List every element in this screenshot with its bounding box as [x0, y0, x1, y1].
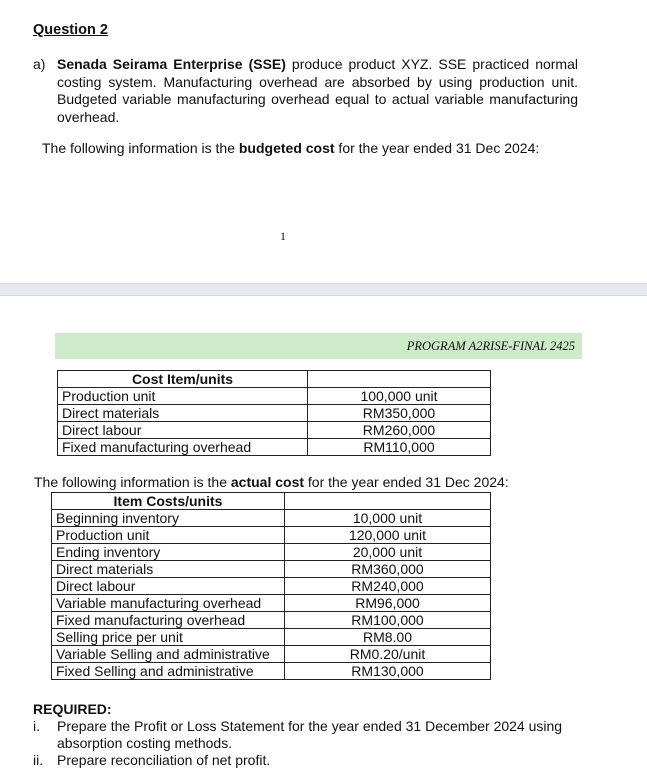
actual-intro-after: for the year ended 31 Dec 2024:	[304, 474, 509, 490]
table-cell-value: RM350,000	[308, 405, 491, 422]
required-item-number: i.	[33, 718, 40, 734]
table-row	[52, 663, 491, 680]
page-number: 1	[280, 229, 286, 243]
actual-table	[51, 492, 491, 680]
table-cell-value: RM8.00	[285, 629, 491, 646]
table-row	[52, 544, 491, 561]
budget-table-header: Cost Item/units	[58, 371, 308, 388]
table-cell-item: Fixed manufacturing overhead	[58, 439, 308, 456]
table-cell-item: Direct materials	[58, 405, 308, 422]
budget-table-header-blank	[308, 371, 491, 388]
program-banner	[55, 333, 582, 359]
table-cell-item: Selling price per unit	[52, 629, 285, 646]
table-cell-item: Direct labour	[58, 422, 308, 439]
actual-intro-before: The following information is the	[34, 474, 231, 490]
part-a-paragraph	[33, 56, 578, 126]
table-row	[52, 595, 491, 612]
actual-intro-bold: actual cost	[230, 474, 305, 490]
table-cell-value: RM110,000	[308, 439, 491, 456]
table-cell-value: RM0.20/unit	[285, 646, 491, 663]
question-heading: Question 2	[33, 22, 108, 38]
table-cell-value: RM100,000	[285, 612, 491, 629]
table-cell-value: RM96,000	[285, 595, 491, 612]
table-row	[52, 510, 491, 527]
table-cell-value: RM240,000	[285, 578, 491, 595]
part-a-label: a)	[33, 56, 46, 72]
part-a-body: produce product XYZ. SSE practiced normal costing system. Manufacturing overhead are absorbed by using production unit. Budgeted variable manufacturing overhead equal to actual variable manufacturing overhead.	[57, 56, 578, 125]
table-row	[52, 612, 491, 629]
company-name: Senada Seirama Enterprise (SSE)	[57, 56, 286, 72]
table-cell-value: RM130,000	[285, 663, 491, 680]
budget-intro-after: for the year ended 31 Dec 2024:	[334, 140, 540, 156]
budget-intro-before: The following information is the	[42, 140, 239, 156]
table-cell-value: 100,000 unit	[308, 388, 491, 405]
budget-intro-bold: budgeted cost	[238, 140, 335, 156]
table-row	[58, 405, 491, 422]
table-cell-item: Direct materials	[52, 561, 285, 578]
actual-intro	[34, 474, 509, 490]
required-item-text: Prepare the Profit or Loss Statement for the year ended 31 December 2024 using absorption costing methods.	[57, 718, 563, 751]
required-item	[33, 752, 578, 769]
table-row	[58, 439, 491, 456]
budget-table	[57, 370, 491, 456]
table-cell-value: 10,000 unit	[285, 510, 491, 527]
table-row	[52, 561, 491, 578]
required-list	[33, 718, 578, 769]
table-cell-value: RM360,000	[285, 561, 491, 578]
table-row	[52, 578, 491, 595]
table-cell-value: 20,000 unit	[285, 544, 491, 561]
banner-text: PROGRAM A2RISE-FINAL 2425	[406, 339, 575, 353]
table-cell-item: Variable manufacturing overhead	[52, 595, 285, 612]
table-row	[58, 388, 491, 405]
table-cell-item: Beginning inventory	[52, 510, 285, 527]
actual-table-header: Item Costs/units	[52, 493, 285, 510]
table-row	[52, 629, 491, 646]
part-a-text	[57, 56, 578, 126]
table-cell-item: Production unit	[58, 388, 308, 405]
table-cell-item: Fixed Selling and administrative	[52, 663, 285, 680]
table-cell-item: Production unit	[52, 527, 285, 544]
table-cell-item: Ending inventory	[52, 544, 285, 561]
table-row	[52, 646, 491, 663]
table-cell-item: Fixed manufacturing overhead	[52, 612, 285, 629]
required-item-text: Prepare reconciliation of net profit.	[57, 752, 271, 768]
table-row	[58, 422, 491, 439]
table-row	[52, 527, 491, 544]
table-cell-item: Direct labour	[52, 578, 285, 595]
required-item-number: ii.	[33, 752, 44, 768]
table-cell-value: 120,000 unit	[285, 527, 491, 544]
required-item	[33, 718, 578, 752]
table-cell-item: Variable Selling and administrative	[52, 646, 285, 663]
table-cell-value: RM260,000	[308, 422, 491, 439]
page-divider	[0, 283, 647, 296]
actual-table-header-blank	[285, 493, 491, 510]
required-title: REQUIRED:	[33, 701, 112, 717]
budget-intro	[42, 140, 539, 156]
